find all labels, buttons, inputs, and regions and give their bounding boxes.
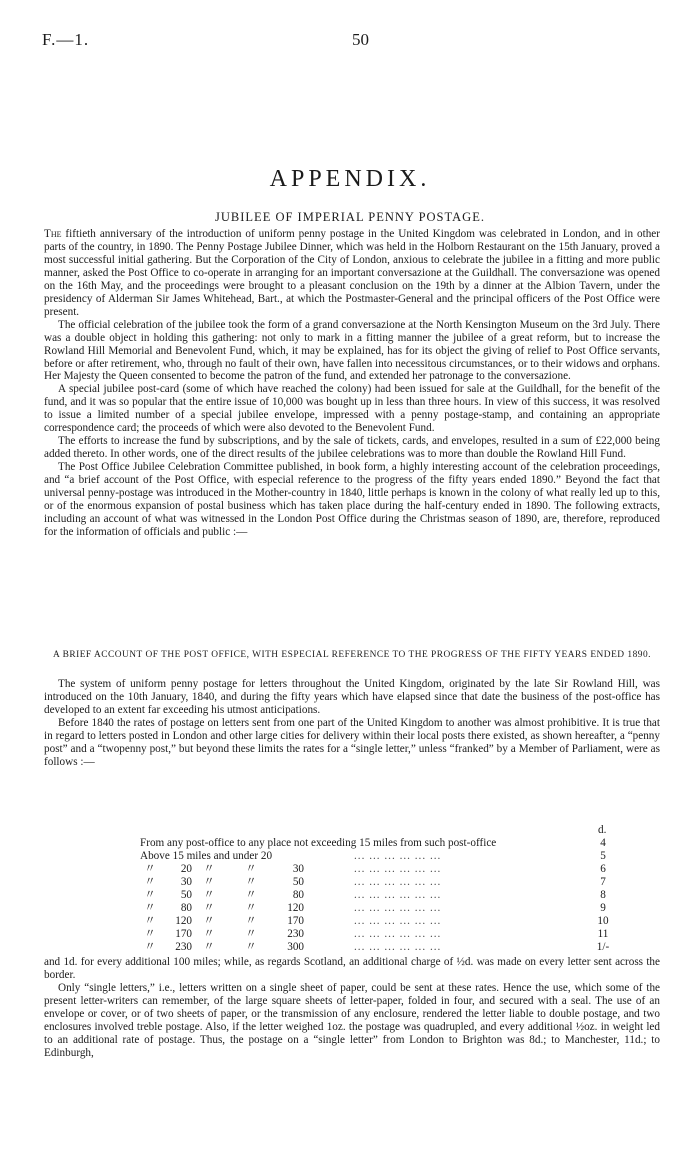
leader-dots: ... ... ... ... ... ...: [354, 928, 442, 940]
paragraph: The efforts to increase the fund by subscriptions, and by the sale of tickets, cards, and envelopes, resulted in a sum of £22,000 being added thereto. In other words, one of the direct results of the jubilee celebrations was to more than double the Rowland Hill Fund.: [44, 435, 660, 461]
rate-to-miles: 80: [292, 889, 304, 901]
ditto-mark: 〃: [144, 941, 156, 953]
rate-to-miles: 120: [287, 902, 304, 914]
leader-dots: ... ... ... ... ... ...: [354, 863, 442, 875]
rate-from-miles: 170: [175, 928, 192, 940]
leader-dots: ... ... ... ... ... ...: [354, 902, 442, 914]
ditto-mark: 〃: [245, 863, 257, 875]
rate-from-miles: 50: [180, 889, 192, 901]
rate-price: 10: [597, 915, 609, 927]
ditto-mark: 〃: [245, 941, 257, 953]
intro-text: [44, 228, 660, 539]
page-title: APPENDIX.: [269, 166, 431, 192]
rate-description: Above 15 miles and under 20: [140, 850, 273, 862]
ditto-mark: 〃: [245, 889, 257, 901]
rate-to-miles: 300: [287, 941, 304, 953]
rate-from-miles: 230: [175, 941, 192, 953]
rate-row: [140, 850, 660, 863]
leader-dots: ... ... ... ... ... ...: [354, 876, 442, 888]
ditto-mark: 〃: [203, 889, 215, 901]
rate-price: 1/-: [596, 941, 610, 953]
rate-row: [140, 915, 660, 928]
rate-price: 4: [600, 837, 606, 849]
ditto-mark: 〃: [203, 915, 215, 927]
closing-text: [44, 956, 660, 1060]
paragraph: The official celebration of the jubilee took the form of a grand conversazione at the North Kensington Museum on the 3rd July. There was a double object in holding this gathering: not only to mark in a fitting manner the jubilee of a great reform, but to increase the Rowland Hill Memorial and Benevolent Fund, which, it may be explained, has for its object the giving of relief to Post Office servants, before or after retirement, who, through no fault of their own, have fallen into necessitous circumstances, or to their widows and orphans. Her Majesty the Queen consented to become the patron of the fund, and extended her patronage to the conversazione.: [44, 318, 660, 383]
rate-to-miles: 170: [287, 915, 304, 927]
paragraph: The system of uniform penny postage for letters throughout the United Kingdom, originated by the late Sir Rowland Hill, was introduced on the 10th January, 1840, and during the fifty years which have elapsed since that date the business of the post-office has developed to an extent far exceeding his utmost anticipations.: [44, 678, 660, 716]
ditto-mark: 〃: [144, 902, 156, 914]
rate-from-miles: 20: [180, 863, 192, 875]
paragraph: Only “single letters,” i.e., letters written on a single sheet of paper, could be sent at these rates. Hence the use, which some of the present letter-writers can remember, of the large square sheets of letter-paper, folded in four, and secured with a seal. The use of an envelope or cover, or of two sheets of paper, or the transmission of any enclosure, rendered the letter liable to double postage, and two enclosures involved treble postage. Also, if the letter weighed 1oz. the postage was quadrupled, and every additional ½oz. in weight led to an additional rate of postage. Thus, the postage on a “single letter” from London to Brighton was 8d.; to Manchester, 11d.; to Edinburgh,: [44, 981, 660, 1059]
ditto-mark: 〃: [203, 941, 215, 953]
ditto-mark: 〃: [144, 876, 156, 888]
ditto-mark: 〃: [245, 915, 257, 927]
paragraph: Before 1840 the rates of postage on letters sent from one part of the United Kingdom to another was almost prohibitive. It is true that in regard to letters posted in London and other large cities for delivery within their local posts there existed, as shown hereafter, a “penny post” and a “twopenny post,” but beyond these limits the rates for a “single letter,” unless “franked” by a Member of Parliament, were as follows :—: [44, 716, 660, 768]
rate-row: [140, 863, 660, 876]
rates-unit-header: d.: [598, 824, 607, 836]
leader-dots: ... ... ... ... ... ...: [354, 850, 442, 862]
leader-dots: ... ... ... ... ... ...: [354, 941, 442, 953]
rate-row: [140, 902, 660, 915]
paragraph-lead: The: [44, 228, 62, 240]
ditto-mark: 〃: [245, 902, 257, 914]
leader-dots: ... ... ... ... ... ...: [354, 889, 442, 901]
ditto-mark: 〃: [144, 863, 156, 875]
rate-price: 6: [600, 863, 606, 875]
paragraph: A special jubilee post-card (some of which have reached the colony) had been issued for sale at the Guildhall, for the benefit of the fund, and it was so popular that the entire issue of 10,000 was bought up in less than three hours. In view of this success, it was resolved to issue a limited number of a special jubilee envelope, impressed with a penny postage-stamp, and containing an appropriate correspondence card; the proceeds of which were also devoted to the Benevolent Fund.: [44, 383, 660, 435]
paragraph: [44, 228, 660, 319]
ditto-mark: 〃: [203, 928, 215, 940]
page-subtitle: JUBILEE OF IMPERIAL PENNY POSTAGE.: [215, 210, 485, 224]
section-text: [44, 678, 660, 769]
paragraph: The Post Office Jubilee Celebration Committee published, in book form, a highly interesting account of the celebration proceedings, and “a brief account of the Post Office, with especial reference to the progress of the fifty years ended 1890.” Beyond the fact that universal penny-postage was introduced in the Mother-country in 1840, little perhaps is known in the colony of what really led up to this, or of the enormous expansion of postal business which has taken place during the half-century ended in 1890. The following extracts, including an account of what was witnessed in the London Post Office during the Christmas season of 1890, are, therefore, reproduced for the information of officials and public :—: [44, 461, 660, 538]
rate-from-miles: 30: [180, 876, 192, 888]
leader-dots: ... ... ... ... ... ...: [354, 915, 442, 927]
ditto-mark: 〃: [144, 915, 156, 927]
rate-to-miles: 30: [292, 863, 304, 875]
document-reference: F.—1.: [42, 30, 90, 49]
rate-to-miles: 50: [292, 876, 304, 888]
ditto-mark: 〃: [203, 902, 215, 914]
rate-to-miles: 230: [287, 928, 304, 940]
ditto-mark: 〃: [203, 863, 215, 875]
rate-row: [140, 837, 660, 850]
paragraph-text: fiftieth anniversary of the introduction of uniform penny postage in the United Kingdom was celebrated in London, and in other parts of the country, in 1890. The Penny Postage Jubilee Dinner, which was held in the Holborn Restaurant on the 15th January, proved a most successful initial gathering. But the Corporation of the City of London, anxious to celebrate the jubilee in a fitting and more public manner, asked the Post Office to co-operate in arranging for an important conversazione at the Guildhall. The conversazione was opened on the 16th May, and the proceedings were brought to a pleasant conclusion on the 19th by a dinner at the Albion Tavern, under the presidency of Alderman Sir James Whitehead, Bart., at which the Postmaster-General and the principal officers of the Post Office were present.: [44, 228, 660, 318]
rate-price: 7: [600, 876, 606, 888]
rate-row: [140, 928, 660, 941]
section-heading: A BRIEF ACCOUNT OF THE POST OFFICE, WITH ESPECIAL REFERENCE TO THE PROGRESS OF THE FIFTY YEARS ENDED 1890.: [52, 650, 652, 660]
ditto-mark: 〃: [245, 928, 257, 940]
rate-price: 8: [600, 889, 606, 901]
rate-from-miles: 80: [180, 902, 192, 914]
rate-row: [140, 876, 660, 889]
rate-row: [140, 941, 660, 954]
rate-from-miles: 120: [175, 915, 192, 927]
rate-price: 9: [600, 902, 606, 914]
rate-price: 11: [597, 928, 609, 940]
ditto-mark: 〃: [203, 876, 215, 888]
ditto-mark: 〃: [245, 876, 257, 888]
rate-price: 5: [600, 850, 606, 862]
ditto-mark: 〃: [144, 928, 156, 940]
rate-row: [140, 889, 660, 902]
ditto-mark: 〃: [144, 889, 156, 901]
paragraph: and 1d. for every additional 100 miles; while, as regards Scotland, an additional charge of ½d. was made on every letter sent across the border.: [44, 956, 660, 981]
rate-description: From any post-office to any place not exceeding 15 miles from such post-office: [140, 837, 497, 849]
page-number: 50: [352, 30, 369, 49]
